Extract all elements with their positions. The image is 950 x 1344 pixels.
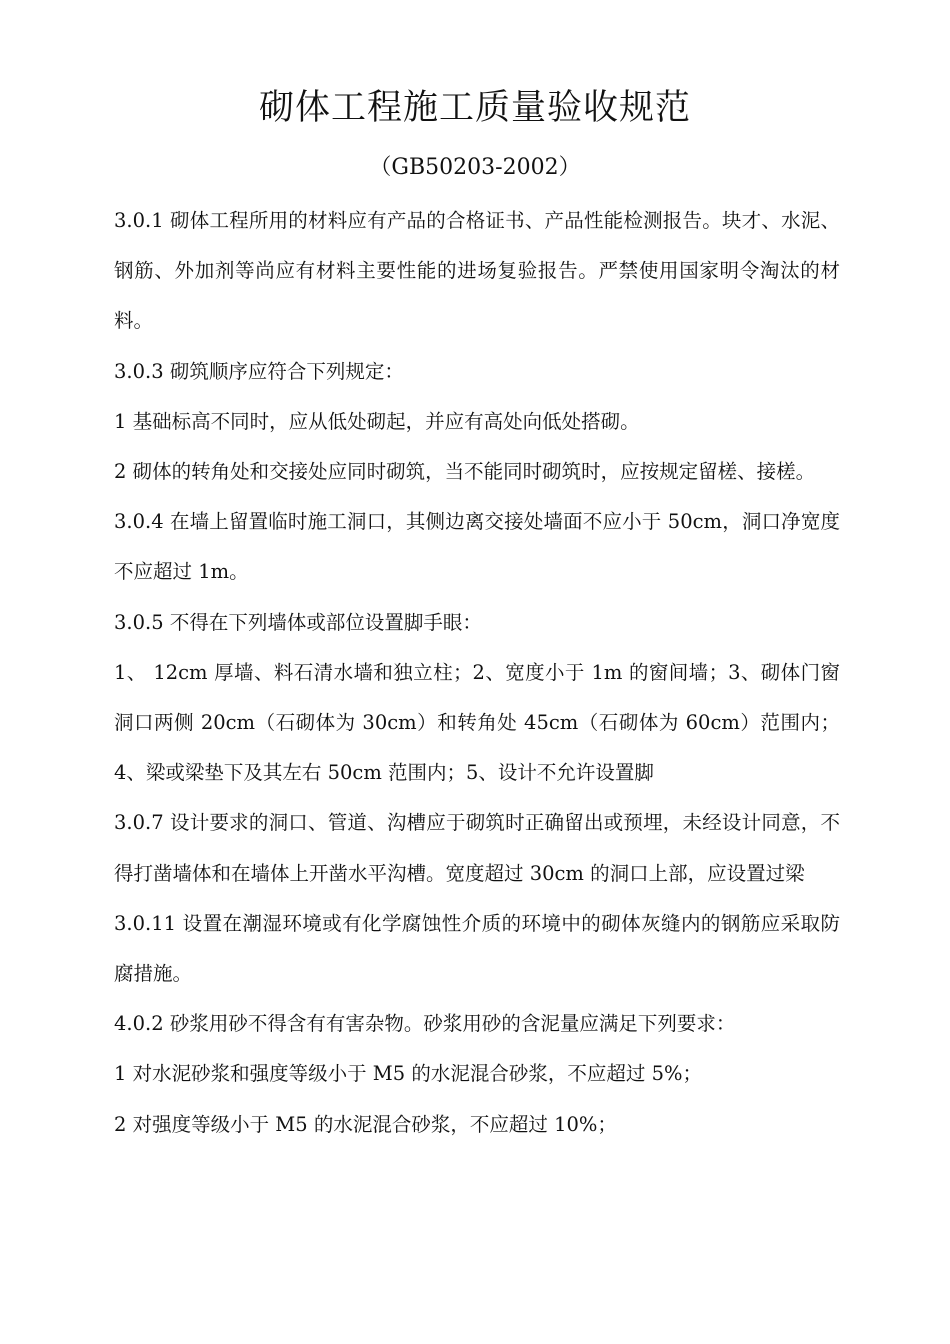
document-body xyxy=(114,196,840,1150)
clause-3-0-4: 3.0.4 在墙上留置临时施工洞口，其侧边离交接处墙面不应小于 50cm，洞口净宽度不应超过 1m。 xyxy=(114,510,840,584)
clause-3-0-7: 3.0.7 设计要求的洞口、管道、沟槽应于砌筑时正确留出或预埋，未经设计同意，不得打凿墙体和在墙体上开凿水平沟槽。宽度超过 30cm 的洞口上部，应设置过梁 xyxy=(114,811,840,885)
clause-4-0-2: 4.0.2 砂浆用砂不得含有有害杂物。砂浆用砂的含泥量应满足下列要求： xyxy=(114,1012,736,1036)
clause-3-0-3: 3.0.3 砌筑顺序应符合下列规定： xyxy=(114,359,404,383)
clause-3-0-5: 3.0.5 不得在下列墙体或部位设置脚手眼： xyxy=(114,610,482,634)
standard-code: （GB50203-2002） xyxy=(369,155,581,180)
clause-3-0-11: 3.0.11 设置在潮湿环境或有化学腐蚀性介质的环境中的砌体灰缝内的钢筋应采取防腐措施。 xyxy=(114,911,840,986)
clause-3-0-3-item-1: 1 基础标高不同时，应从低处砌起，并应有高处向低处搭砌。 xyxy=(114,409,640,433)
clause-4-0-2-item-1: 1 对水泥砂浆和强度等级小于 M5 的水泥混合砂浆，不应超过 5%； xyxy=(114,1062,703,1086)
clause-3-0-5-items: 1、 12cm 厚墙、料石清水墙和独立柱；2、宽度小于 1m 的窗间墙；3、砌体门窗洞口两侧 20cm（石砌体为 30cm）和转角处 45cm（石砌体为 60cm）范围内；4、梁或梁垫下及其左右 50cm 范围内；5、设计不允许设置脚 xyxy=(114,660,840,785)
clause-3-0-3-item-2: 2 砌体的转角处和交接处应同时砌筑，当不能同时砌筑时，应按规定留槎、接槎。 xyxy=(114,460,816,484)
clause-3-0-1: 3.0.1 砌体工程所用的材料应有产品的合格证书、产品性能检测报告。块才、水泥、钢筋、外加剂等尚应有材料主要性能的进场复验报告。严禁使用国家明令淘汰的材料。 xyxy=(114,209,840,333)
document-title: 砌体工程施工质量验收规范 xyxy=(258,88,691,128)
clause-4-0-2-item-2: 2 对强度等级小于 M5 的水泥混合砂浆，不应超过 10%； xyxy=(114,1112,617,1136)
